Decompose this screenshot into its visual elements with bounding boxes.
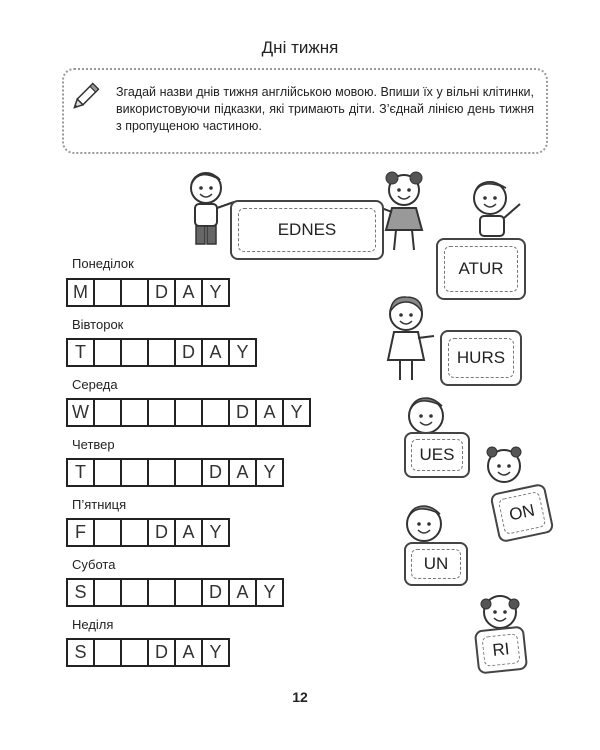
hint-sign-text: UN: [411, 549, 461, 579]
letter-cell: D: [201, 578, 230, 607]
letter-cell: T: [66, 458, 95, 487]
letter-cell: D: [228, 398, 257, 427]
hint-sign: [404, 432, 470, 478]
letter-cell-empty[interactable]: [93, 338, 122, 367]
letter-cell-empty[interactable]: [174, 578, 203, 607]
letter-cell-empty[interactable]: [120, 458, 149, 487]
letter-cell: W: [66, 398, 95, 427]
letter-cell: A: [228, 578, 257, 607]
letter-cell: A: [201, 338, 230, 367]
letter-grid-sunday: [66, 638, 228, 667]
letter-cell-empty[interactable]: [120, 578, 149, 607]
letter-cell-empty[interactable]: [120, 398, 149, 427]
letter-cell-empty[interactable]: [201, 398, 230, 427]
hint-sign: [474, 626, 528, 675]
letter-cell: A: [174, 278, 203, 307]
hint-sign-text: RI: [482, 633, 521, 667]
letter-grid-tuesday: [66, 338, 255, 367]
day-label-monday: Понеділок: [72, 256, 134, 271]
letter-cell-empty[interactable]: [147, 338, 176, 367]
letter-cell-empty[interactable]: [147, 458, 176, 487]
letter-cell-empty[interactable]: [93, 518, 122, 547]
boy-holding-banner-illustration: [178, 168, 238, 252]
hint-sign: [489, 483, 554, 544]
letter-cell: M: [66, 278, 95, 307]
letter-cell: A: [174, 518, 203, 547]
letter-cell: D: [147, 638, 176, 667]
day-label-friday: П’ятниця: [72, 497, 127, 512]
letter-cell: Y: [201, 638, 230, 667]
letter-cell-empty[interactable]: [93, 278, 122, 307]
letter-cell-empty[interactable]: [147, 578, 176, 607]
letter-cell: S: [66, 578, 95, 607]
letter-cell-empty[interactable]: [174, 458, 203, 487]
letter-cell-empty[interactable]: [120, 638, 149, 667]
hint-sign-text: ATUR: [444, 246, 518, 292]
page-title: Дні тижня: [261, 38, 339, 57]
letter-grid-saturday: [66, 578, 282, 607]
letter-cell: A: [228, 458, 257, 487]
letter-cell: D: [147, 518, 176, 547]
letter-cell-empty[interactable]: [120, 278, 149, 307]
boy-head-illustration: [402, 500, 446, 544]
day-label-wednesday: Середа: [72, 377, 118, 392]
letter-cell-empty[interactable]: [120, 518, 149, 547]
hint-sign: [436, 238, 526, 300]
hint-sign-text: EDNES: [238, 208, 376, 252]
page-number: 12: [292, 689, 308, 705]
letter-cell-empty[interactable]: [120, 338, 149, 367]
letter-cell: Y: [255, 578, 284, 607]
letter-cell-empty[interactable]: [93, 578, 122, 607]
letter-cell-empty[interactable]: [93, 398, 122, 427]
girl-pointing-illustration: [378, 292, 436, 384]
letter-grid-wednesday: [66, 398, 309, 427]
day-label-saturday: Субота: [72, 557, 116, 572]
day-label-thursday: Четвер: [72, 437, 115, 452]
letter-cell: T: [66, 338, 95, 367]
letter-cell: A: [174, 638, 203, 667]
day-label-sunday: Неділя: [72, 617, 114, 632]
hint-sign: [404, 542, 468, 586]
hint-sign-text: UES: [411, 439, 463, 471]
girl-head-illustration: [482, 442, 526, 486]
letter-cell: Y: [228, 338, 257, 367]
pencil-icon: [68, 80, 102, 114]
letter-cell-empty[interactable]: [174, 398, 203, 427]
letter-cell-empty[interactable]: [93, 458, 122, 487]
letter-cell: A: [255, 398, 284, 427]
instruction-text: Згадай назви днів тижня англійською мовою. Впиши їх у вільні клітинки, використовуючи підказки, які тримають діти. З’єднай лінією день тижня з пропущеною частиною.: [116, 85, 534, 133]
boy-head-illustration: [404, 392, 448, 436]
letter-cell: Y: [282, 398, 311, 427]
hint-sign: [230, 200, 384, 260]
hint-sign-text: HURS: [448, 338, 514, 378]
letter-grid-friday: [66, 518, 228, 547]
letter-cell-empty[interactable]: [147, 398, 176, 427]
letter-cell: S: [66, 638, 95, 667]
letter-grid-thursday: [66, 458, 282, 487]
letter-grid-monday: [66, 278, 228, 307]
instruction-box: [62, 68, 548, 154]
letter-cell: F: [66, 518, 95, 547]
letter-cell-empty[interactable]: [93, 638, 122, 667]
letter-cell: D: [174, 338, 203, 367]
letter-cell: Y: [201, 518, 230, 547]
letter-cell: Y: [201, 278, 230, 307]
hint-sign-text: ON: [498, 491, 547, 535]
letter-cell: D: [147, 278, 176, 307]
hint-sign: [440, 330, 522, 386]
day-label-tuesday: Вівторок: [72, 317, 124, 332]
letter-cell: D: [201, 458, 230, 487]
letter-cell: Y: [255, 458, 284, 487]
